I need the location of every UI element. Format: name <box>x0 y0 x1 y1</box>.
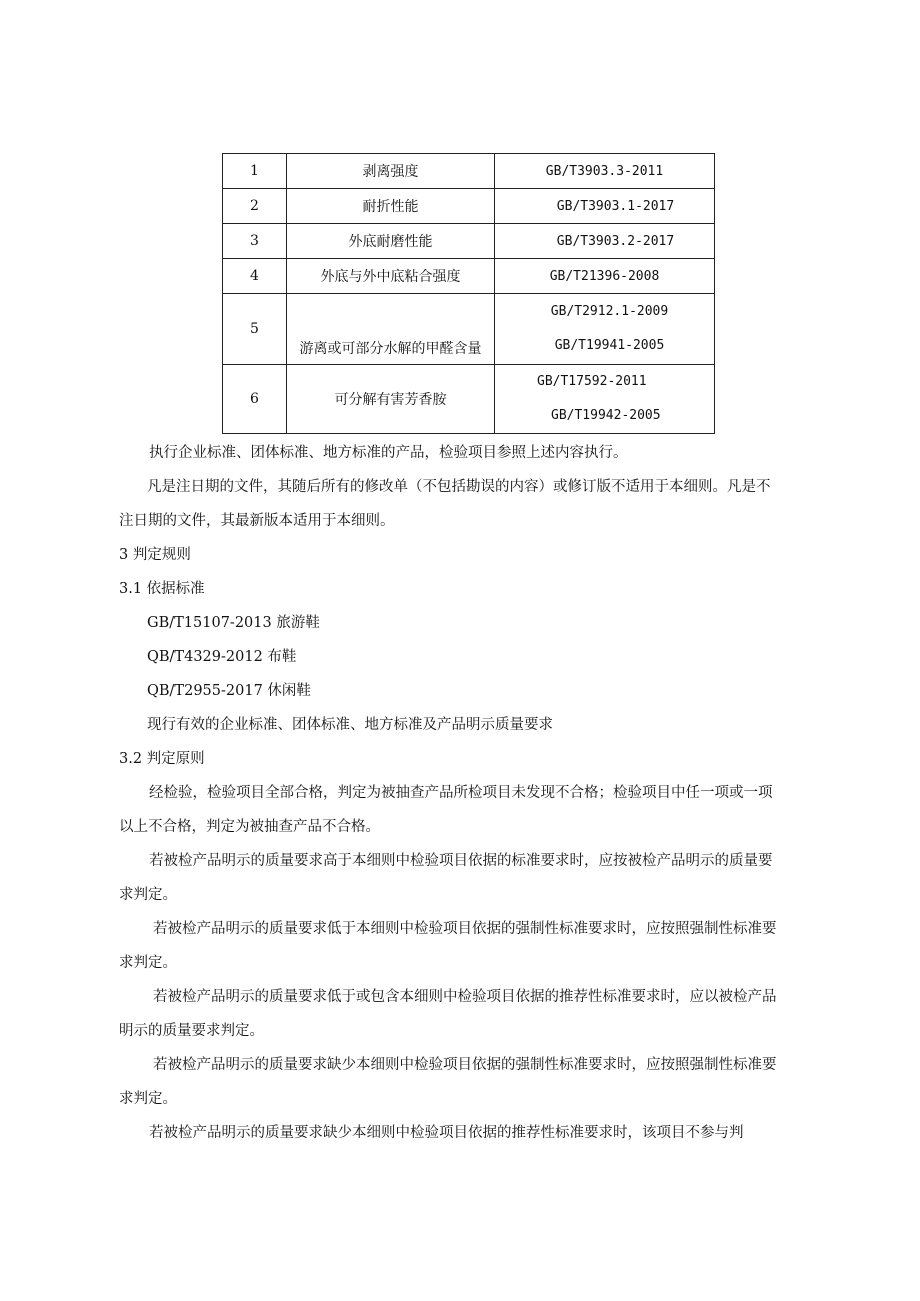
row-number: 5 <box>223 294 287 365</box>
paragraph: 执行企业标准、团体标准、地方标准的产品，检验项目参照上述内容执行。 <box>149 445 628 461</box>
paragraph: 若被检产品明示的质量要求低于或包含本细则中检验项目依据的推荐性标准要求时，应以被检产品 <box>153 989 777 1005</box>
standard-code: GB/T21396-2008 <box>495 259 715 294</box>
standard-code: GB/T17592-2011 GB/T19942-2005 <box>495 365 715 434</box>
row-number: 3 <box>223 224 287 259</box>
paragraph: 若被检产品明示的质量要求缺少本细则中检验项目依据的强制性标准要求时，应按照强制性标准要 <box>153 1057 777 1073</box>
section-heading: 3 判定规则 <box>119 547 191 563</box>
row-number: 4 <box>223 259 287 294</box>
test-item: 耐折性能 <box>287 189 495 224</box>
paragraph: 明示的质量要求判定。 <box>119 1023 264 1039</box>
body-text <box>119 436 819 1150</box>
standard-reference: QB/T4329-2012 布鞋 <box>147 649 297 665</box>
test-item: 外底耐磨性能 <box>287 224 495 259</box>
paragraph: 求判定。 <box>119 955 177 971</box>
test-item: 外底与外中底粘合强度 <box>287 259 495 294</box>
paragraph: 若被检产品明示的质量要求高于本细则中检验项目依据的标准要求时，应按被检产品明示的质量要 <box>149 853 773 869</box>
row-number: 2 <box>223 189 287 224</box>
standard-code: GB/T2912.1-2009 GB/T19941-2005 <box>495 294 715 365</box>
standard-code: GB/T3903.3-2011 <box>495 154 715 189</box>
standard-reference: 现行有效的企业标准、团体标准、地方标准及产品明示质量要求 <box>147 717 553 733</box>
paragraph: 若被检产品明示的质量要求缺少本细则中检验项目依据的推荐性标准要求时，该项目不参与判 <box>149 1125 744 1141</box>
subsection-heading: 3.2 判定原则 <box>119 751 205 767</box>
row-number: 1 <box>223 154 287 189</box>
standard-reference: GB/T15107-2013 旅游鞋 <box>147 615 320 631</box>
test-item: 游离或可部分水解的甲醛含量 <box>287 294 495 365</box>
table-row <box>223 154 715 189</box>
paragraph: 若被检产品明示的质量要求低于本细则中检验项目依据的强制性标准要求时，应按照强制性标准要 <box>153 921 777 937</box>
standards-table <box>222 153 715 434</box>
table-row <box>223 189 715 224</box>
subsection-heading: 3.1 依据标准 <box>119 581 205 597</box>
standard-code: GB/T3903.2-2017 <box>495 224 715 259</box>
paragraph: 凡是注日期的文件，其随后所有的修改单（不包括勘误的内容）或修订版不适用于本细则。凡是不 <box>147 479 771 495</box>
table-row <box>223 365 715 434</box>
test-item: 可分解有害芳香胺 <box>287 365 495 434</box>
table-row <box>223 224 715 259</box>
test-item: 剥离强度 <box>287 154 495 189</box>
row-number: 6 <box>223 365 287 434</box>
table-row <box>223 259 715 294</box>
paragraph: 求判定。 <box>119 1091 177 1107</box>
standard-code: GB/T3903.1-2017 <box>495 189 715 224</box>
table-row <box>223 294 715 365</box>
paragraph: 以上不合格，判定为被抽查产品不合格。 <box>119 819 380 835</box>
paragraph: 经检验，检验项目全部合格，判定为被抽查产品所检项目未发现不合格；检验项目中任一项或一项 <box>149 785 773 801</box>
paragraph: 求判定。 <box>119 887 177 903</box>
standard-reference: QB/T2955-2017 休闲鞋 <box>147 683 311 699</box>
paragraph: 注日期的文件，其最新版本适用于本细则。 <box>119 513 395 529</box>
